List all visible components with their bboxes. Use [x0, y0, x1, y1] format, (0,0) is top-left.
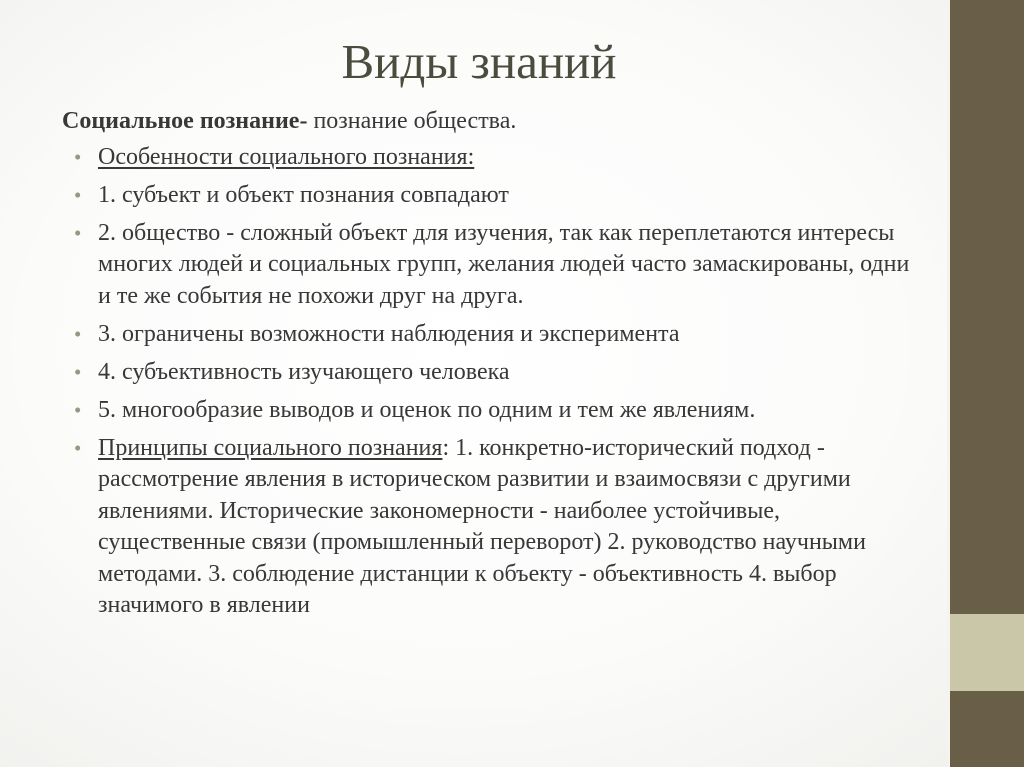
list-item-text: 3. ограничены возможности наблюдения и эксперимента: [98, 320, 680, 347]
list-item: [62, 357, 912, 389]
principles-text: : 1. конкретно-исторический подход - рассмотрение явления в историческом развитии и взаимосвязи с другими явлениями. Исторические закономерности - наиболее устойчивые, существенные связи (промышленный переворот) 2. руководство научными методами. 3. соблюдение дистанции к объекту - объективность 4. выбор значимого в явлении: [98, 434, 866, 618]
slide-title: Виды знаний: [341, 34, 617, 89]
bullet-icon: •: [74, 144, 82, 169]
list-item: [62, 433, 912, 622]
slide-content: [62, 106, 912, 628]
list-item-text: 2. общество - сложный объект для изучения, так как переплетаются интересы многих людей и социальных групп, желания людей часто замаскированы, одни и те же события не похожи друг на друга.: [98, 219, 910, 309]
principles-heading: Принципы социального познания: [98, 434, 443, 461]
bullet-icon: •: [74, 397, 82, 422]
list-item: [62, 218, 912, 313]
list-item-text: Особенности социального познания:: [98, 143, 475, 170]
lead-definition: познание общества.: [307, 108, 517, 134]
side-accent-block: [950, 614, 1024, 691]
lead-term: Социальное познание-: [62, 108, 308, 134]
list-item: [62, 395, 912, 427]
lead-paragraph: [62, 106, 912, 138]
bullet-list: [62, 142, 912, 622]
list-item: [62, 319, 912, 351]
bullet-icon: •: [74, 359, 82, 384]
bullet-icon: •: [74, 321, 82, 346]
list-item: [62, 142, 912, 174]
list-item: [62, 180, 912, 212]
bullet-icon: •: [74, 435, 82, 460]
bullet-icon: •: [74, 220, 82, 245]
list-item-text: 1. субъект и объект познания совпадают: [98, 181, 509, 208]
list-item-text: 4. субъективность изучающего человека: [98, 358, 510, 385]
list-item-text: 5. многообразие выводов и оценок по одним и тем же явлениям.: [98, 396, 756, 423]
bullet-icon: •: [74, 182, 82, 207]
